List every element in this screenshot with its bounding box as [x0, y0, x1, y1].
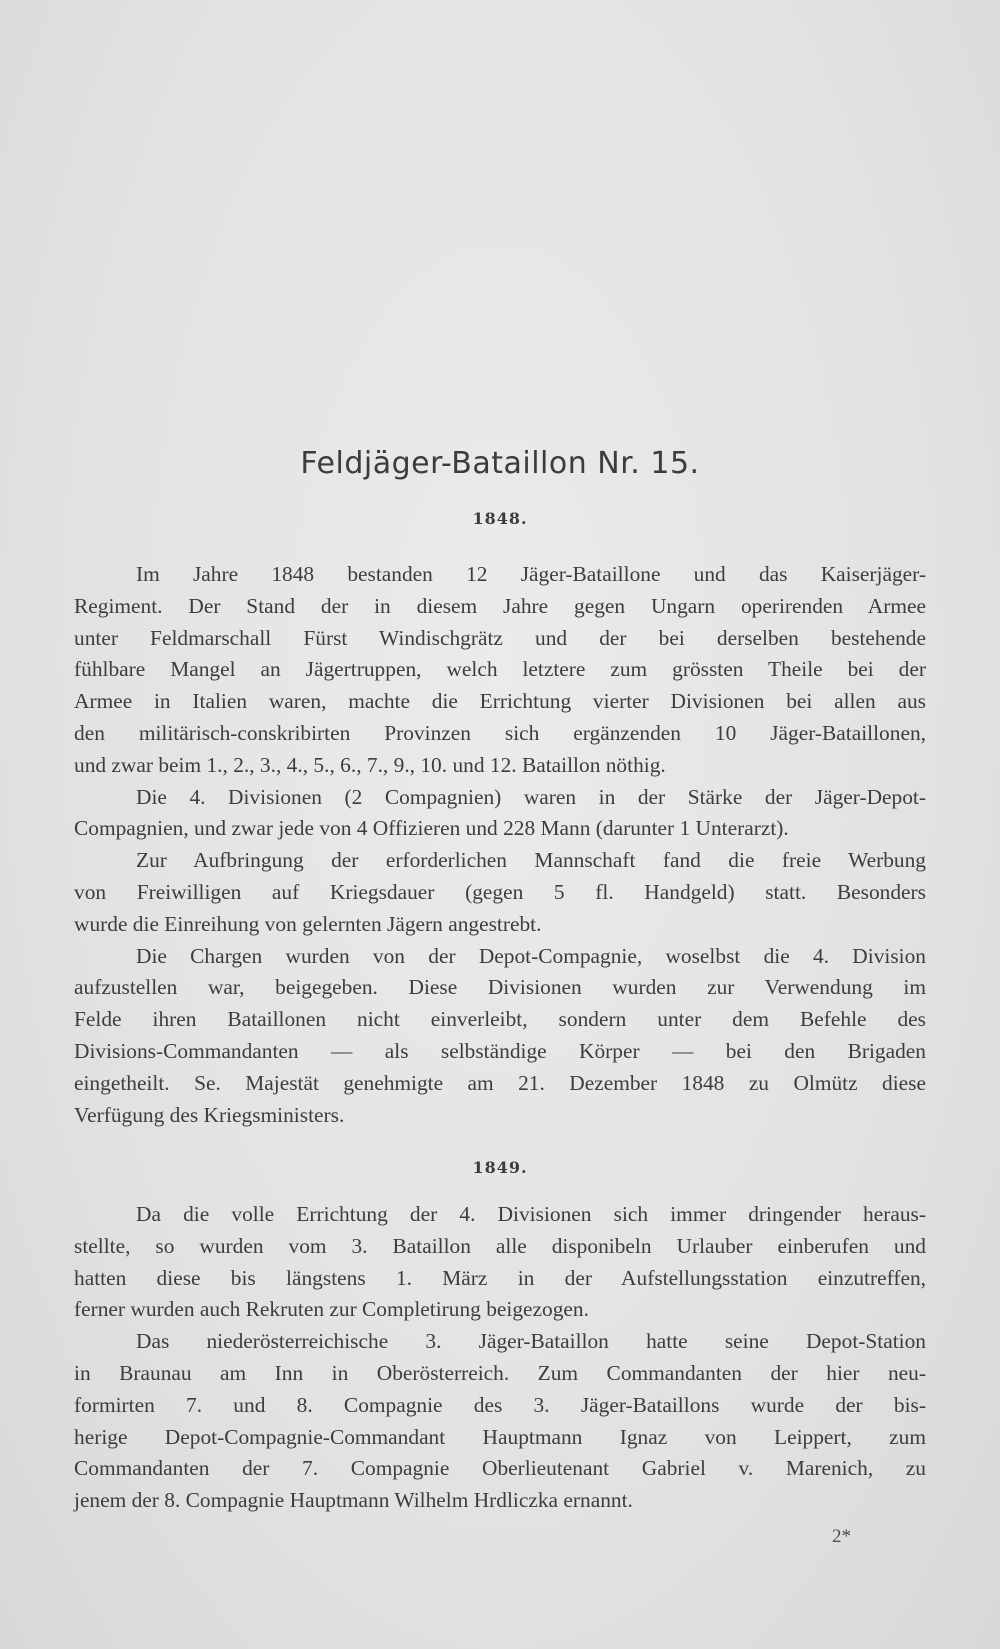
text-line: ferner wurden auch Rekruten zur Completirung beigezogen. — [74, 1297, 589, 1322]
text-line: eingetheilt. Se. Majestät genehmigte am 21. Dezember 1848 zu Olmütz diese — [74, 1070, 926, 1095]
text-line: von Freiwilligen auf Kriegsdauer (gegen 5 fl. Handgeld) statt. Besonders — [74, 879, 926, 904]
text-line: Verfügung des Kriegsministers. — [74, 1102, 345, 1127]
text-line: fühlbare Mangel an Jägertruppen, welch letztere zum grössten Theile bei der — [74, 657, 926, 682]
text-line: formirten 7. und 8. Compagnie des 3. Jäger-Bataillons wurde der bis- — [74, 1392, 926, 1417]
text-section-1849 — [74, 1199, 926, 1517]
year-heading-1848: 1848. — [472, 509, 528, 528]
text-line: Da die volle Errichtung der 4. Divisionen sich immer dringender heraus- — [136, 1202, 926, 1226]
page-title: Feldjäger-Bataillon Nr. 15. — [300, 446, 700, 481]
text-line: in Braunau am Inn in Oberösterreich. Zum Commandanten der hier neu- — [74, 1360, 926, 1385]
text-line: hatten diese bis längstens 1. März in der Aufstellungsstation einzutreffen, — [74, 1265, 926, 1290]
text-line: Die 4. Divisionen (2 Compagnien) waren in der Stärke der Jäger-Depot- — [136, 784, 926, 809]
text-line: den militärisch-conskribirten Provinzen sich ergänzenden 10 Jäger-Bataillonen, — [74, 720, 926, 745]
text-line: Im Jahre 1848 bestanden 12 Jäger-Bataillone und das Kaiserjäger- — [136, 562, 926, 586]
text-line: Compagnien, und zwar jede von 4 Offizieren und 228 Mann (darunter 1 Unterarzt). — [74, 816, 789, 841]
text-line: unter Feldmarschall Fürst Windischgrätz und der bei derselben bestehende — [74, 625, 926, 650]
text-line: jenem der 8. Compagnie Hauptmann Wilhelm Hrdliczka ernannt. — [74, 1488, 633, 1513]
page-number: 2* — [832, 1526, 851, 1547]
year-heading-1849: 1849. — [472, 1158, 528, 1177]
text-line: Divisions-Commandanten — als selbständige Körper — bei den Brigaden — [74, 1038, 926, 1063]
text-line: herige Depot-Compagnie-Commandant Hauptmann Ignaz von Leippert, zum — [74, 1424, 926, 1449]
text-line: Die Chargen wurden von der Depot-Compagnie, woselbst die 4. Division — [136, 943, 926, 968]
text-line: Das niederösterreichische 3. Jäger-Bataillon hatte seine Depot-Station — [136, 1329, 926, 1354]
text-line: Armee in Italien waren, machte die Errichtung vierter Divisionen bei allen aus — [74, 689, 926, 714]
text-line: Commandanten der 7. Compagnie Oberlieutenant Gabriel v. Marenich, zu — [74, 1456, 926, 1481]
text-line: stellte, so wurden vom 3. Bataillon alle disponibeln Urlauber einberufen und — [74, 1233, 926, 1258]
text-line: und zwar beim 1., 2., 3., 4., 5., 6., 7., 9., 10. und 12. Bataillon nöthig. — [74, 752, 666, 777]
text-line: Regiment. Der Stand der in diesem Jahre gegen Ungarn operirenden Armee — [74, 593, 926, 618]
text-line: wurde die Einreihung von gelernten Jägern angestrebt. — [74, 911, 542, 936]
text-section-1848 — [74, 559, 926, 1131]
text-line: aufzustellen war, beigegeben. Diese Divisionen wurden zur Verwendung im — [74, 975, 926, 1000]
text-line: Zur Aufbringung der erforderlichen Mannschaft fand die freie Werbung — [136, 848, 926, 873]
text-line: Felde ihren Bataillonen nicht einverleibt, sondern unter dem Befehle des — [74, 1007, 926, 1032]
